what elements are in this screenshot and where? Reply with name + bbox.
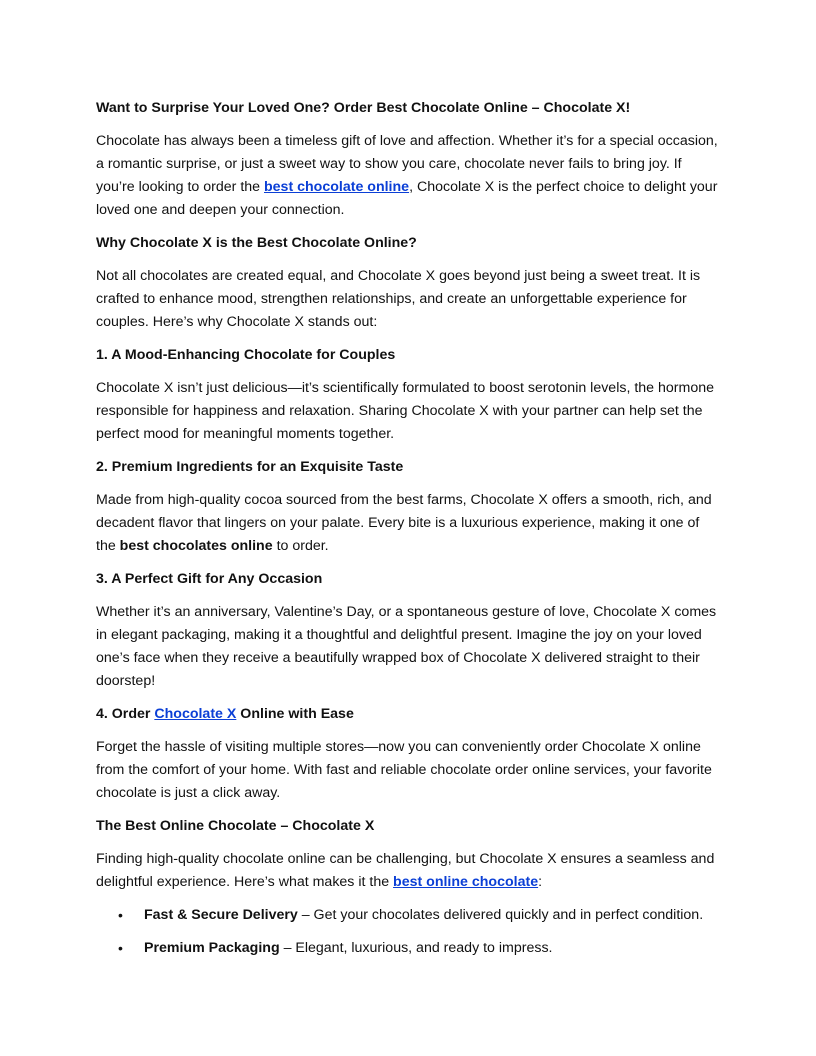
- section-3-paragraph: Whether it’s an anniversary, Valentine’s Day, or a spontaneous gesture of love, Chocolate X comes in elegant packaging, making it a thoughtful and delightful present. Imagine the joy on your loved one’s face when they receive a beautifully wrapped box of Chocolate X delivered straight to their doorstep!: [96, 604, 717, 689]
- best-chocolates-online-bold: best chocolates online: [119, 538, 273, 554]
- section-1-heading: 1. A Mood-Enhancing Chocolate for Couples: [96, 347, 396, 363]
- page-title: Want to Surprise Your Loved One? Order Best Chocolate Online – Chocolate X!: [96, 100, 631, 116]
- section-2-heading: 2. Premium Ingredients for an Exquisite Taste: [96, 459, 404, 475]
- section-5-paragraph: [96, 848, 720, 894]
- intro-text-end: , Chocolate X is the perfect choice to delight your loved one and deepen your connection.: [96, 179, 718, 218]
- section-2-paragraph: [96, 489, 720, 558]
- section-4-heading-start: 4. Order: [96, 706, 155, 722]
- feature-title: Premium Packaging: [144, 940, 280, 956]
- section-4-heading-end: Online with Ease: [236, 706, 354, 722]
- chocolate-x-link[interactable]: Chocolate X: [154, 706, 237, 722]
- section-4-paragraph: Forget the hassle of visiting multiple stores—now you can conveniently order Chocolate X online from the comfort of your home. With fast and reliable chocolate order online services, your favorite chocolate is just a click away.: [96, 739, 712, 801]
- why-heading: Why Chocolate X is the Best Chocolate Online?: [96, 235, 417, 251]
- feature-title: Fast & Secure Delivery: [144, 907, 298, 923]
- bullet-icon: •: [118, 907, 123, 923]
- feature-text: – Get your chocolates delivered quickly and in perfect condition.: [297, 907, 704, 923]
- section-5-text-end: :: [538, 874, 543, 890]
- list-item: [96, 937, 720, 960]
- intro-paragraph: [96, 130, 720, 222]
- section-5-heading: The Best Online Chocolate – Chocolate X: [96, 818, 375, 834]
- section-5-text-start: Finding high-quality chocolate online can be challenging, but Chocolate X ensures a seamless and delightful experience. Here’s what makes it the: [96, 851, 715, 890]
- section-3-heading: 3. A Perfect Gift for Any Occasion: [96, 571, 323, 587]
- best-online-chocolate-link[interactable]: best online chocolate: [393, 874, 539, 890]
- features-list: [96, 904, 720, 960]
- bullet-icon: •: [118, 940, 123, 956]
- why-paragraph: Not all chocolates are created equal, and Chocolate X goes beyond just being a sweet treat. It is crafted to enhance mood, strengthen relationships, and create an unforgettable experience for couples. Here’s why Chocolate X stands out:: [96, 268, 701, 330]
- document-page: [96, 97, 720, 970]
- section-2-text-start: Made from high-quality cocoa sourced from the best farms, Chocolate X offers a smooth, rich, and decadent flavor that lingers on your palate. Every bite is a luxurious experience, making it one of the: [96, 492, 712, 554]
- section-4-heading: [96, 703, 720, 726]
- best-chocolate-online-link[interactable]: best chocolate online: [264, 179, 410, 195]
- intro-text-start: Chocolate has always been a timeless gift of love and affection. Whether it’s for a special occasion, a romantic surprise, or just a sweet way to show you care, chocolate never fails to bring joy. If you’re looking to order the: [96, 133, 718, 195]
- section-2-text-end: to order.: [272, 538, 329, 554]
- list-item: [96, 904, 720, 927]
- feature-text: – Elegant, luxurious, and ready to impress.: [279, 940, 553, 956]
- section-1-paragraph: Chocolate X isn’t just delicious—it’s scientifically formulated to boost serotonin levels, the hormone responsible for happiness and relaxation. Sharing Chocolate X with your partner can help set the perfect mood for meaningful moments together.: [96, 380, 714, 442]
